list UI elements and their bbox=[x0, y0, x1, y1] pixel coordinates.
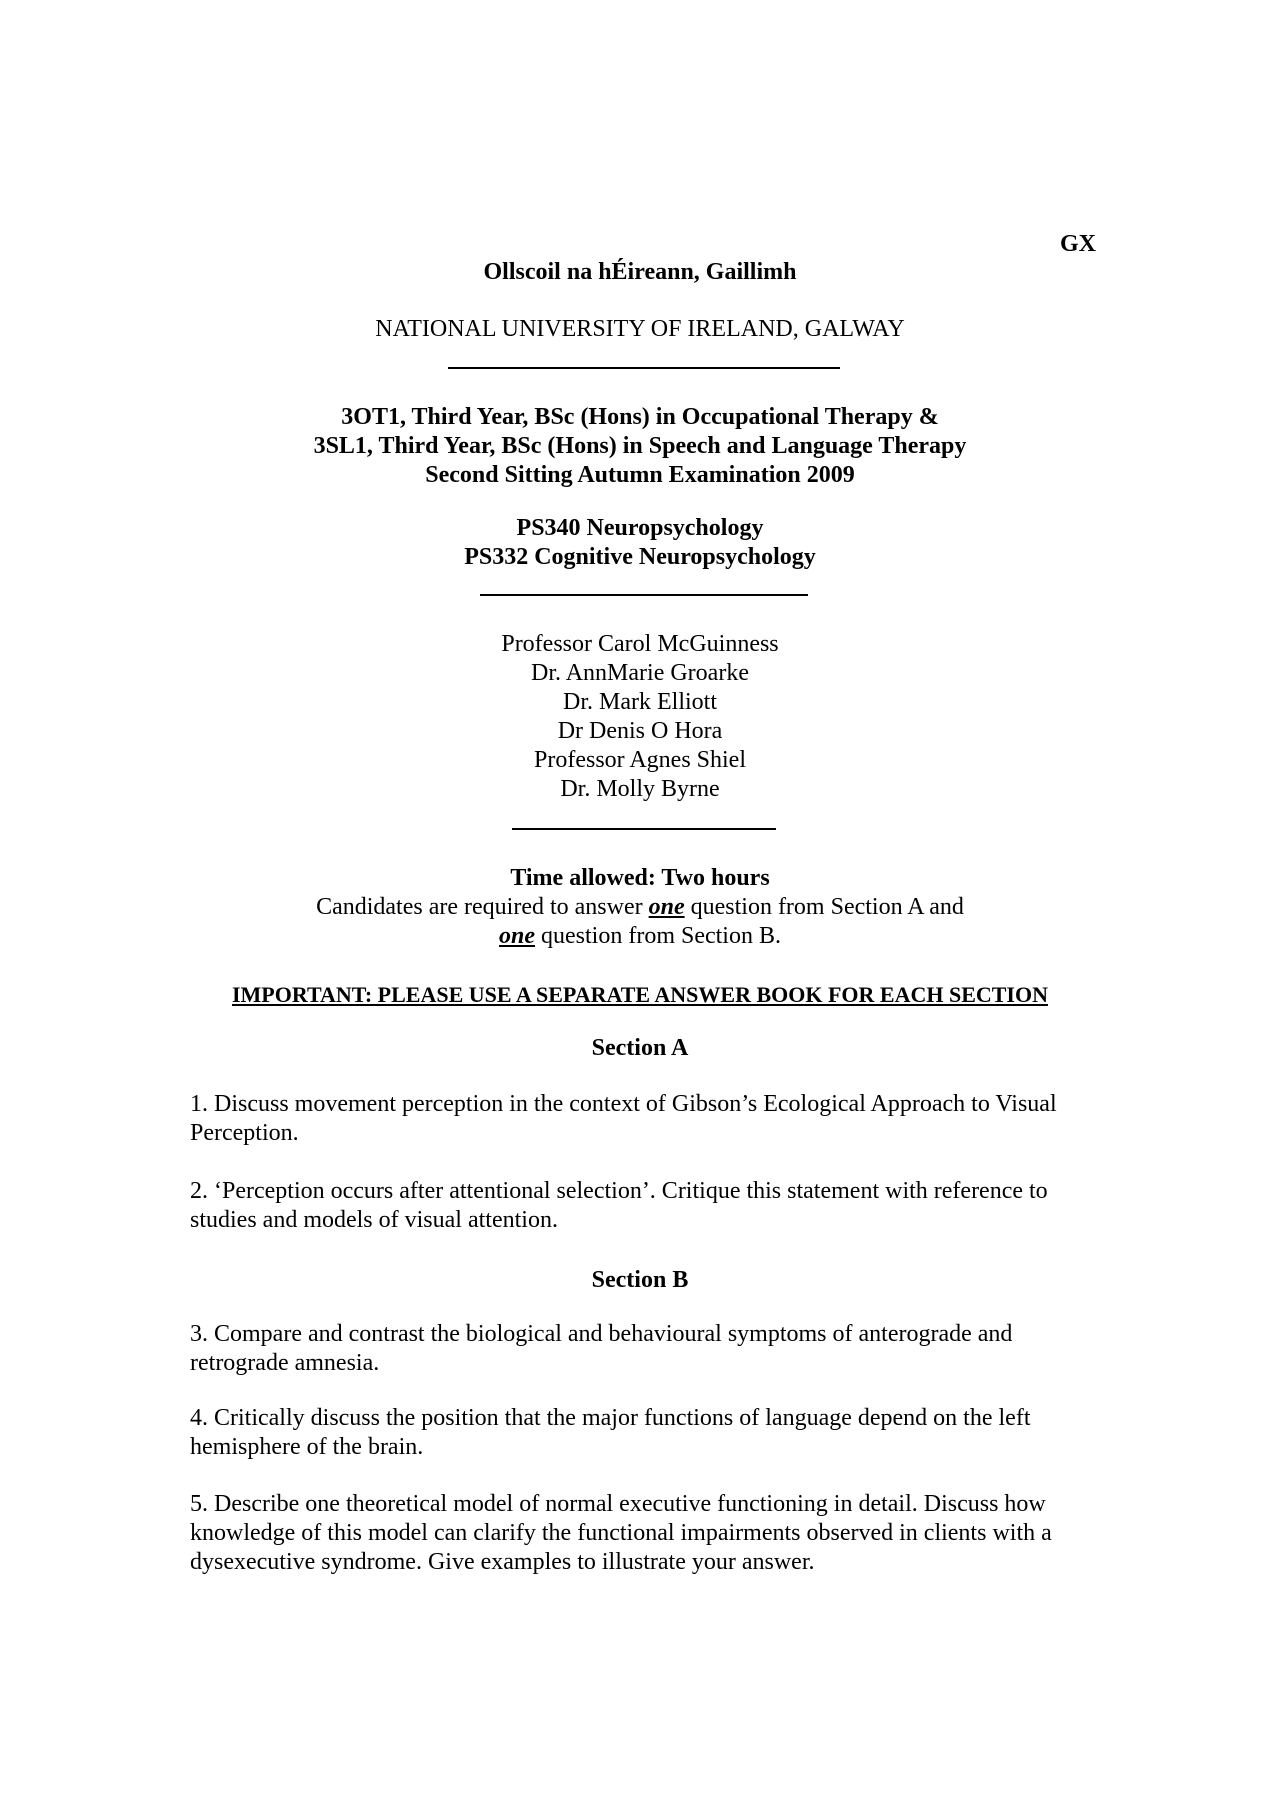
section-a-title: Section A bbox=[591, 1035, 689, 1061]
programme-line-2: 3SL1, Third Year, BSc (Hons) in Speech and Language Therapy bbox=[313, 433, 967, 459]
time-allowed: Time allowed: Two hours bbox=[510, 865, 770, 891]
instruction-text: question from Section A and bbox=[684, 894, 964, 920]
university-name-english: NATIONAL UNIVERSITY OF IRELAND, GALWAY bbox=[375, 316, 905, 342]
programme-line-1: 3OT1, Third Year, BSc (Hons) in Occupational Therapy & bbox=[341, 404, 939, 430]
divider-rule bbox=[512, 828, 776, 830]
question-3: 3. Compare and contrast the biological and behavioural symptoms of anterograde and retrograde amnesia. bbox=[190, 1321, 1013, 1376]
important-notice: IMPORTANT: PLEASE USE A SEPARATE ANSWER BOOK FOR EACH SECTION bbox=[231, 982, 1048, 1007]
examiner-name: Professor Carol McGuinness bbox=[501, 631, 779, 657]
examiner-name: Dr. Molly Byrne bbox=[560, 776, 720, 802]
instruction-text: question from Section B. bbox=[535, 923, 781, 949]
examiner-name: Dr. AnnMarie Groarke bbox=[531, 660, 749, 686]
question-5: 5. Describe one theoretical model of normal executive functioning in detail. Discuss how knowledge of this model can clarify the functional impairments observed in clients with a dysexecutive syndrome. Give examples to illustrate your answer. bbox=[190, 1491, 1052, 1575]
module-line-1: PS340 Neuropsychology bbox=[516, 515, 764, 541]
question-2: 2. ‘Perception occurs after attentional selection’. Critique this statement with reference to studies and models of visual attention. bbox=[190, 1178, 1048, 1233]
exam-sitting: Second Sitting Autumn Examination 2009 bbox=[425, 462, 855, 488]
instruction-line-1 bbox=[0, 893, 1280, 922]
divider-rule bbox=[448, 367, 840, 369]
emphasis-one: one bbox=[499, 923, 535, 949]
university-name-irish: Ollscoil na hÉireann, Gaillimh bbox=[483, 259, 797, 285]
instruction-line-2 bbox=[0, 922, 1280, 951]
section-b-title: Section B bbox=[591, 1267, 689, 1293]
emphasis-one: one bbox=[648, 894, 685, 920]
divider-rule bbox=[480, 594, 808, 596]
examiner-name: Professor Agnes Shiel bbox=[534, 747, 746, 773]
question-1: 1. Discuss movement perception in the context of Gibson’s Ecological Approach to Visual Perception. bbox=[190, 1091, 1057, 1146]
examiner-name: Dr Denis O Hora bbox=[557, 718, 723, 744]
examiner-name: Dr. Mark Elliott bbox=[563, 689, 717, 715]
question-4: 4. Critically discuss the position that the major functions of language depend on the left hemisphere of the brain. bbox=[190, 1405, 1031, 1460]
paper-code: GX bbox=[1060, 231, 1096, 257]
module-line-2: PS332 Cognitive Neuropsychology bbox=[464, 544, 816, 570]
instruction-text: Candidates are required to answer bbox=[316, 894, 649, 920]
